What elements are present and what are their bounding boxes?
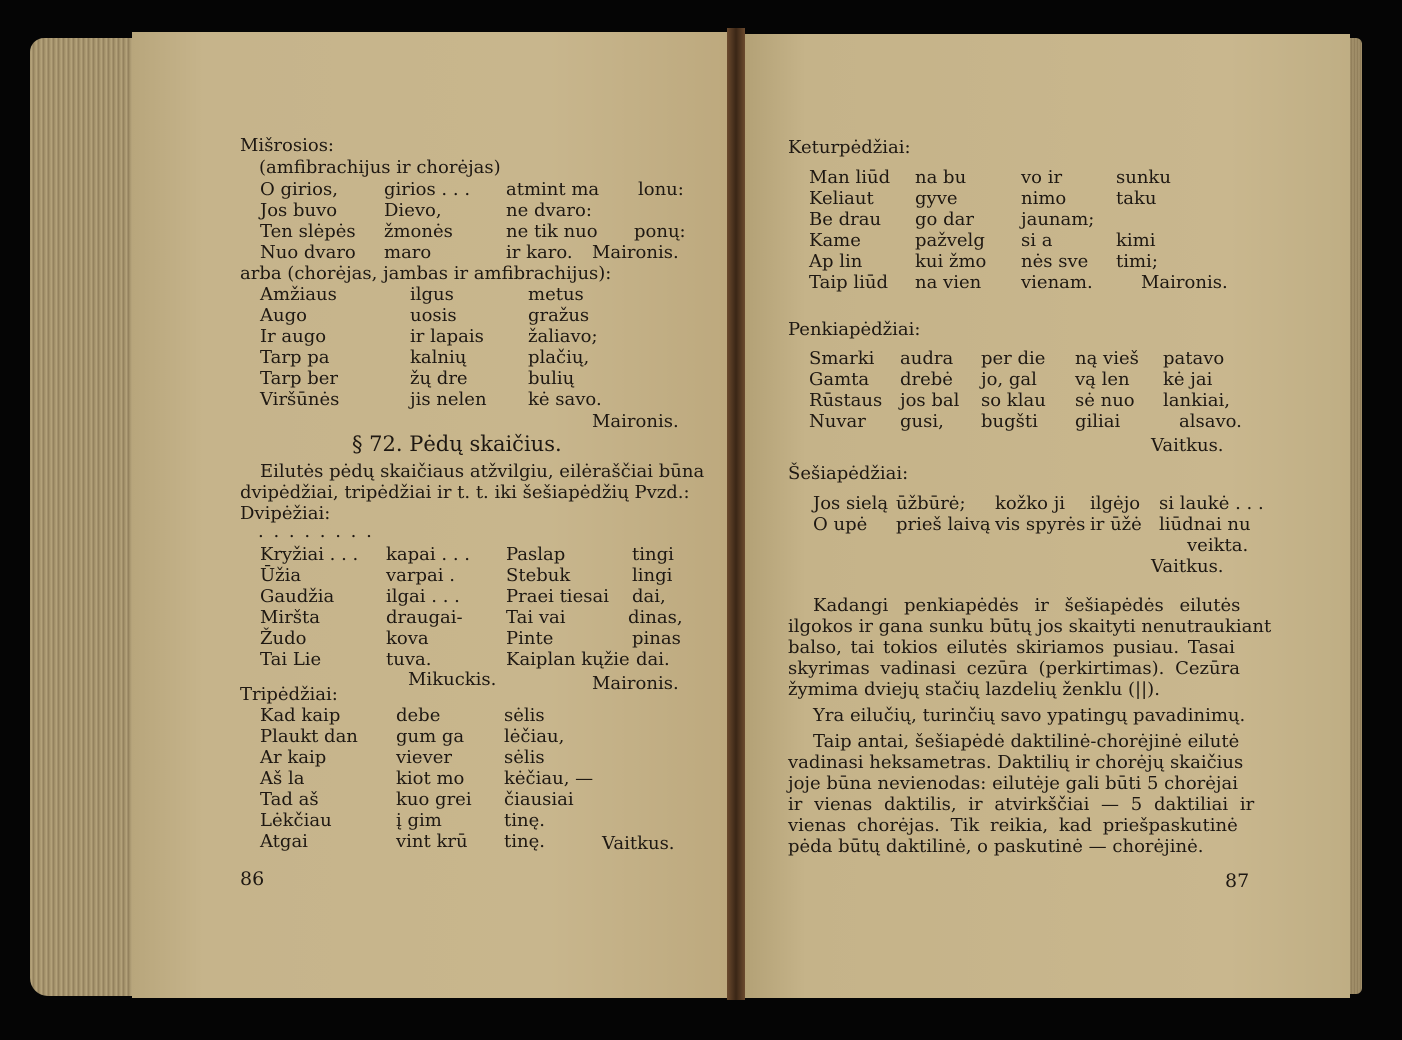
section-title: § 72. Pėdų skaičius. [352,432,562,456]
maironis-author: Maironis. [592,673,679,694]
arba-author: Maironis. [592,411,679,432]
arba-line: arba (chorėjas, jambas ir amfibrachijus): [240,263,612,284]
tripedziai-label: Tripėdžiai: [240,684,338,705]
page-number-left: 86 [240,868,265,890]
sesiapedziai-label: Šešiapėdžiai: [788,463,909,484]
sesiapedziai-author: Vaitkus. [1151,556,1224,577]
misrosios-label: Mišrosios: [240,135,334,156]
keturpedziai-label: Keturpėdžiai: [788,137,911,158]
dvipedziai-label: Dvipėžiai: [240,503,331,524]
misrosios-subtitle: (amfibrachijus ir chorėjas) [259,157,501,178]
sesiapedziai-tail: veikta. [1187,535,1249,556]
left-page: Mišrosios: (amfibrachijus ir chorėjas) O girios, girios . . . atmint ma lonu: Jos buvo Dievo, ne dvaro: Ten slėpės žmonės ne tik nuo ponų: Nuo dvaro maro ir karo. Maironis. arba (chorėjas, jambas ir amfibrachijus): Amžiaus ilgus metus Augo uosis gražus Ir augo ir lapais žaliavo; Tarp pa kalnių plačių, Tarp ber žų dre bulių Viršūnės jis nelen kė savo. Maironis. § 72. Pėdų skaičius. Eilutės pėdų skaičiaus atžvilgiu, eilėraščiai būna dvipėdžiai, tripėdžiai ir t. t. iki šešiapėdžių Pvzd.: Dvipėžiai: . . . . . . . . Kryžiai . . . kapai . . . Paslap tingi Ūžia varpai . Stebuk lingi Gaudžia ilgai . . . Praei tiesai dai, Miršta draugai- Tai vai dinas, Žudo kova Pinte pinas Tai Lie tuva. Kaiplan kųžie dai. Mikuckis. Maironis. Tripėdžiai: Kad kaip debe sėlis Plaukt dan gum ga lėčiau, Ar kaip viever sėlis Aš la kiot mo kėčiau, — Tad aš kuo grei čiausiai Lėkčiau į gim tinę. Atgai vint krū tinę. Vaitkus. 86 [132,32,727,998]
right-page: Keturpėdžiai: Man liūd na bu vo ir sunku Keliaut gyve nimo taku Be drau go dar jaunam; Kame pažvelg si a kimi Ap lin kui žmo nės sve timi; Taip liūd na vien vienam. Maironis. Penkiapėdžiai: Smarki audra per die ną vieš patavo Gamta drebė jo, gal vą len kė jai Rūstaus jos bal so klau sė nuo lankiai, Nuvar gusi, bugšti giliai alsavo. Vaitkus. Šešiapėdžiai: Jos sielą ūžbūrė; kožko ji ilgėjo si laukė . . . O upė prieš laivą vis spyrės ir ūžė liūdnai nu veikta. Vaitkus. Kadangi penkiapėdės ir šešiapėdės eilutės ilgokos ir gana sunku būtų jos skaityti nenutraukiant balso, tai tokios eilutės skiriamos pusiau. Tasai skyrimas vadinasi cezūra (perkirtimas). Cezūra žymima dviejų stačių lazdelių ženklu (||). Yra eilučių, turinčių savo ypatingų pavadinimų. Taip antai, šešiapėdė daktilinė-chorėjinė eilutė vadinasi heksametras. Daktilių ir chorėjų skaičius joje būna nevienodas: eilutėje gali būti 5 chorėjai ir vienas daktilis, ir atvirkščiai — 5 daktiliai ir vienas chorėjas. Tik reikia, kad priešpaskutinė pėda būtų daktilinė, o paskutinė — chorėjinė. 87 [745,34,1350,998]
dots-row: . . . . . . . . [258,521,374,542]
book-edge-left [30,38,132,996]
pavadinimu-paragraph: Yra eilučių, turinčių savo ypatingų pavadinimų. [813,705,1246,726]
page-number-right: 87 [1225,870,1250,892]
paragraph-line-2: dvipėdžiai, tripėdžiai ir t. t. iki šešiapėdžių Pvzd.: [240,482,690,503]
tripedziai-author: Vaitkus. [602,833,675,854]
book-edge-right [1350,38,1362,994]
mikuckis-author: Mikuckis. [408,669,497,690]
penkiapedziai-author: Vaitkus. [1151,435,1224,456]
book-gutter [727,28,745,1000]
penkiapedziai-label: Penkiapėdžiai: [788,319,921,340]
paragraph-line-1: Eilutės pėdų skaičiaus atžvilgiu, eilėraščiai būna [260,461,705,482]
